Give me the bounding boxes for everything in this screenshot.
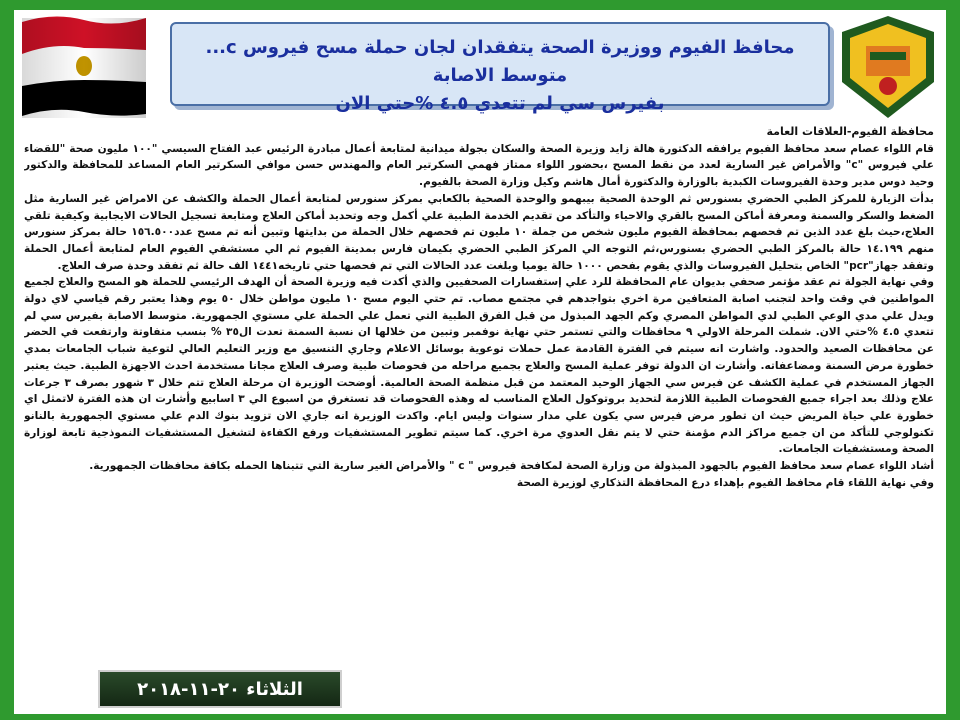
date-banner: الثلاثاء ٢٠-١١-٢٠١٨ [98,670,342,708]
article-paragraph-3: وفي نهاية الجولة تم عقد مؤتمر صحفي بديوان عام المحافظة للرد علي إستفسارات الصحفيين والذي أكدت فيه وزيرة الصحة أن الهدف الرئيسي للحملة هو المسح والعلاج لجميع المواطنين في وقت واحد لتجنب اصابة المتعافين مرة اخري بتواجدهم في مجتمع مصاب. تم حتي اليوم مسح ١٠ مليون مواطن خلال ٥٠ يوم وهذا يعتبر رقم قياسي لاي دولة ويدل علي مدي الوعي الطبي لدي المواطن المصري وكم الجهد المبذول من قبل الفرق الطبية التي تعمل علي الحملة علي مستوي الجمهورية. متوسط الاصابة بفيرس سي لم تتعدي ٤.٥ %حتي الان. شملت المرحلة الاولي ٩ محافظات والتي تستمر حتي نهاية نوفمبر وتبين من خلالها ان نسبة السمنة تعدت ال٣٥ % بنسب متفاوتة وارتفعت في الحضر عن محافظات الصعيد والحدود. واشارت انه سيتم في الفترة القادمة عمل حملات توعوية بوسائل الاعلام وجاري التنسيق مع وزير التعليم العالي لتوعية شباب الجامعات بمدي خطورة مرض السمنة ومضاعفاته. وأشارت ان الدولة توفر عملية المسح والعلاج بجميع مراحله من فحوصات طبية وصرف العلاج مجانا مستخدمة احدث الاجهزة الطبية. حيث يعتبر الجهاز المستخدم في عملية الكشف عن فيرس سي الجهاز الوحيد المعتمد من قبل منظمة الصحة العالمية. أوضحت الوزيرة ان مرحلة العلاج تتم خلال ٣ شهور بصرف ٣ جرعات علاج وذلك بعد اجراء جميع الفحوصات الطبية اللازمة لتحديد بروتوكول العلاج المناسب له وهذه الفحوصات قد تستغرق من اسبوع الي ٣ اسابيع وأشارت ان هذه الفترة لاتمثل اي خطورة علي حياة المريض حيث ان تطور مرض فيرس سي يكون علي مدار سنوات وليس ايام. واكدت الوزيرة انه جاري الان تزويد بنوك الدم علي مستوي الجمهورية بالنانو تكنولوجي للتأكد من ان جميع مراكز الدم مؤمنة حتي لا يتم نقل العدوي مرة اخري. كما سيتم تطوير المستشفيات ورفع الكفاءة لتشغيل المستشفيات النموذجية تابعة لوزارة الصحة ومستشفيات الجامعات. [24,276,934,456]
headline-line-2: بفيرس سي لم تتعدي ٤.٥ %حتي الان [335,93,665,114]
article-paragraph-5: وفي نهاية اللقاء قام محافظ الفيوم بإهداء درع المحافظة التذكاري لوزيرة الصحة [516,476,934,489]
egypt-flag-icon [14,10,154,120]
article-paragraph-1: قام اللواء عصام سعد محافظ الفيوم يرافقه الدكتورة هالة زايد وزيرة الصحة والسكان بجولة ميدانية لمتابعة أعمال مبادرة الرئيس عبد الفتاح السيسي "١٠٠ مليون صحة "للقضاء علي فيروس "c" والأمراض غير السارية لعدد من نقط المسح ،بحضور اللواء ممتاز فهمي السكرتير العام والمهندس حسن موافي السكرتير العام المساعد للمحافظة والدكتور وحيد دوس مدير وحدة الفيروسات الكبدية بالوزارة والدكتورة أمال هاشم وكيل وزارة الصحة بالفيوم. [24,142,934,189]
article-source: محافظة الفيوم-العلاقات العامة [766,125,934,138]
headline-line-1: محافظ الفيوم ووزيرة الصحة يتفقدان لجان حملة مسح فيروس c... متوسط الاصابة [205,37,795,86]
headline-box [170,22,830,114]
article-paragraph-4: أشاد اللواء عصام سعد محافظ الفيوم بالجهود المبذولة من وزارة الصحة لمكافحة فيروس " c " والأمراض الغير سارية التي تتبناها الحمله بكافة محافظات الجمهورية. [89,460,934,473]
article-body [24,124,934,704]
fayoum-governorate-emblem-icon [836,12,940,122]
article-paragraph-2: بدأت الزيارة للمركز الطبي الحضري بسنورس ثم الوحدة الصحية بيبهمو والوحدة الصحية بالكعابي بمركز سنورس لمتابعة أعمال الحملة والكشف عن الامراض غير السارية مثل الضغط والسكر والسمنة ومعرفة أماكن المسح بالقري والاحياء والتأكد من تقديم الخدمة الطبية علي أكمل وجه وتحديد أماكن العلاج ومتابعة تسجيل الحالات الايجابية وكيفية تلقي العلاج،حيث بلغ عدد الذين تم فحصهم بمحافظة الفيوم مليون شخص من جملة ١٠ مليون تم فحصهم خلال الحملة من بدايتها وتبين أنه تم مسح عدد١٥٦.٥٠٠ حالة بمركز سنورس منهم ١٤.١٩٩ حالة بالمركز الطبي الحضري بسنورس،ثم التوجه الي المركز الطبي الحضري بكيمان فارس بمدينة الفيوم ثم الي مستشفي الفيوم العام لمتابعة أعمال الحملة وتفقد جهاز"pcr" الخاص بتحليل الفيروسات والذي يقوم بفحص ١٠٠٠ حالة يوميا وبلغت عدد الحالات التي تم فحصها حتي تاريخه١٤٤١ الف حالة ثم تفقد وحدة صرف العلاج. [24,192,934,272]
